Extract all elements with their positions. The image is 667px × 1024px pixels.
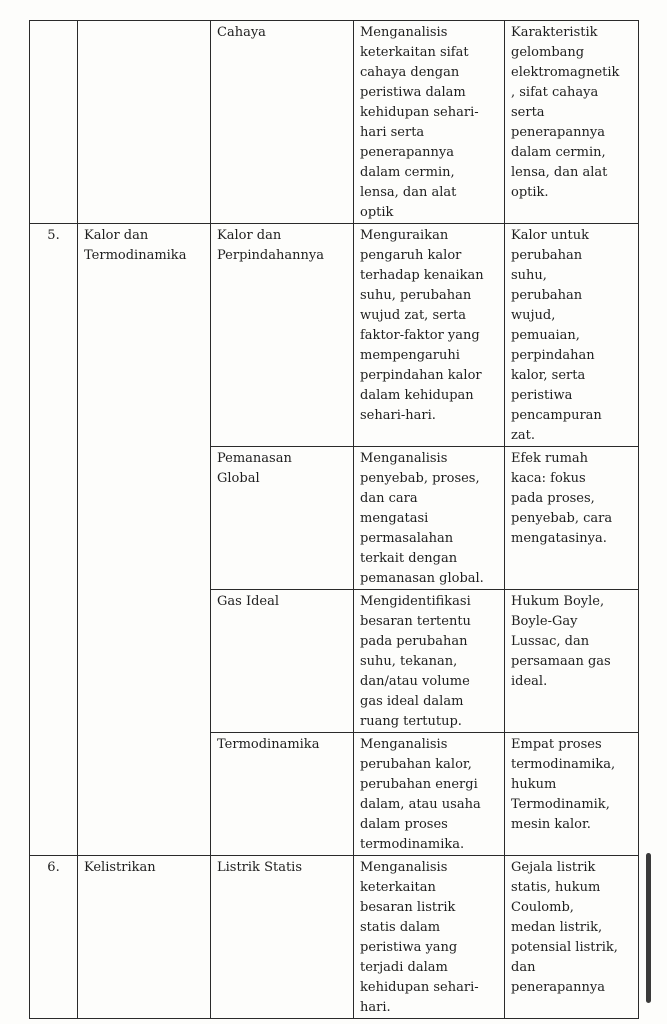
objective-cell: Menganalisis keterkaitan sifat cahaya dengan peristiwa dalam kehidupan sehari- hari serta penerapannya dalam cermin, lensa, dan alat optik	[354, 21, 505, 224]
subtopic-cell: Cahaya	[211, 21, 354, 224]
subtopic-cell: Listrik Statis	[211, 856, 354, 1019]
curriculum-table	[29, 20, 639, 1019]
scrollbar-thumb[interactable]	[646, 853, 651, 1003]
subtopic-cell: Kalor dan Perpindahannya	[211, 224, 354, 447]
scope-cell: Hukum Boyle, Boyle-Gay Lussac, dan persamaan gas ideal.	[505, 590, 639, 733]
objective-cell: Menganalisis perubahan kalor, perubahan energi dalam, atau usaha dalam proses termodinamika.	[354, 733, 505, 856]
objective-cell: Menganalisis penyebab, proses, dan cara mengatasi permasalahan terkait dengan pemanasan global.	[354, 447, 505, 590]
number-cell	[30, 21, 78, 224]
table-row-cahaya	[30, 21, 639, 224]
subtopic-cell: Gas Ideal	[211, 590, 354, 733]
table-row-kalor	[30, 224, 639, 447]
objective-cell: Mengidentifikasi besaran tertentu pada perubahan suhu, tekanan, dan/atau volume gas ideal dalam ruang tertutup.	[354, 590, 505, 733]
topic-cell: Kalor dan Termodinamika	[78, 224, 211, 856]
table-row-listrik-statis	[30, 856, 639, 1019]
objective-cell: Menganalisis keterkaitan besaran listrik statis dalam peristiwa yang terjadi dalam kehidupan sehari- hari.	[354, 856, 505, 1019]
number-cell: 6.	[30, 856, 78, 1019]
number-cell: 5.	[30, 224, 78, 856]
scope-cell: Karakteristik gelombang elektromagnetik , sifat cahaya serta penerapannya dalam cermin, lensa, dan alat optik.	[505, 21, 639, 224]
subtopic-cell: Termodinamika	[211, 733, 354, 856]
subtopic-cell: Pemanasan Global	[211, 447, 354, 590]
scope-cell: Gejala listrik statis, hukum Coulomb, medan listrik, potensial listrik, dan penerapannya	[505, 856, 639, 1019]
objective-cell: Menguraikan pengaruh kalor terhadap kenaikan suhu, perubahan wujud zat, serta faktor-faktor yang mempengaruhi perpindahan kalor dalam kehidupan sehari-hari.	[354, 224, 505, 447]
scope-cell: Kalor untuk perubahan suhu, perubahan wujud, pemuaian, perpindahan kalor, serta peristiwa pencampuran zat.	[505, 224, 639, 447]
topic-cell	[78, 21, 211, 224]
scope-cell: Empat proses termodinamika, hukum Termodinamik, mesin kalor.	[505, 733, 639, 856]
scope-cell: Efek rumah kaca: fokus pada proses, penyebab, cara mengatasinya.	[505, 447, 639, 590]
topic-cell: Kelistrikan	[78, 856, 211, 1019]
